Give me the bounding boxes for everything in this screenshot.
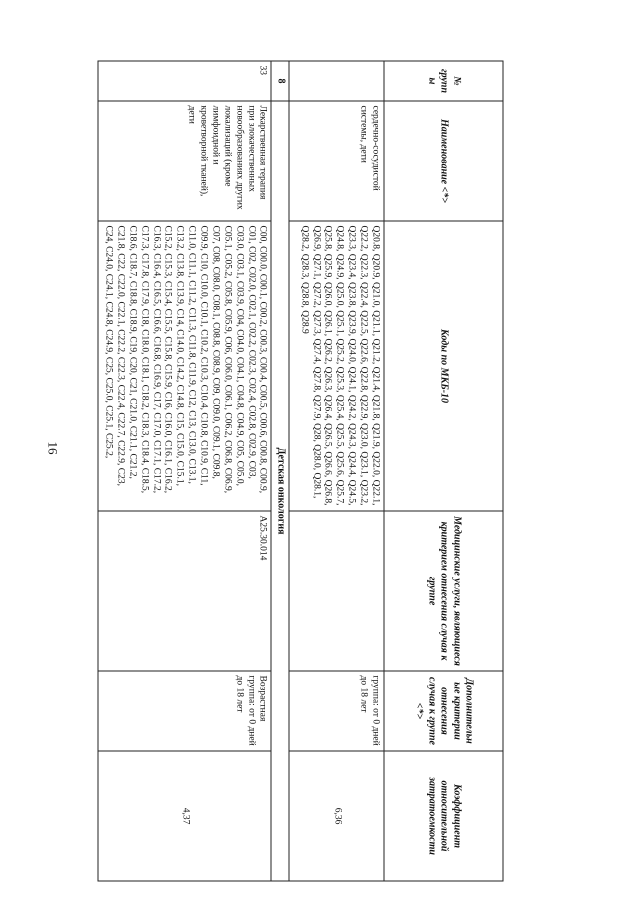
rotated-table-container bbox=[103, 60, 504, 880]
header-group-number: № группы bbox=[384, 61, 503, 101]
section-row bbox=[272, 61, 290, 881]
cell-extra-criteria: Возрастная группа: от 0 дней до 18 лет bbox=[98, 671, 271, 751]
cell-extra-criteria: группа: от 0 дней до 18 лет bbox=[289, 671, 384, 751]
cell-coefficient: 6,36 bbox=[289, 751, 384, 881]
groups-table bbox=[98, 60, 504, 881]
cell-name: Лекарственная терапия при злокачественных новообразованиях других локализаций (кроме лимфоидной и кроветворной тканей), дети bbox=[98, 101, 271, 221]
header-name: Наименование <*> bbox=[384, 101, 503, 221]
header-medical-services: Медицинские услуги, являющиеся критерием отнесения случая к группе bbox=[384, 511, 503, 671]
cell-group-number: 33 bbox=[98, 61, 271, 101]
cell-medical-services: A25.30.014 bbox=[98, 511, 271, 671]
section-title: Детская онкология bbox=[272, 101, 290, 881]
section-number: 8 bbox=[272, 61, 290, 101]
header-extra-criteria: Дополнительные критерии отнесения случая к группе <*> bbox=[384, 671, 503, 751]
cell-name: сердечно-сосудистой системы, дети bbox=[289, 101, 384, 221]
cell-icd-codes: C00, C00.0, C00.1, C00.2, C00.3, C00.4, C00.5, C00.6, C00.8, C00.9, C01, C02, C02.0, C02.1, C02.2, C02.3, C02.4, C02.8, C02.9, C03, C03.0, C03.1, C03.9, C04, C04.0, C04.1, C04.8, C04.9, C05, C05.0, C05.1, C05.2, C05.8, C05.9, C06, C06.0, C06.1, C06.2, C06.8, C06.9, C07, C08, C08.0, C08.1, C08.8, C08.9, C09, C09.0, C09.1, C09.8, C09.9, C10, C10.0, C10.1, C10.2, C10.3, C10.4, C10.8, C10.9, C11, C11.0, C11.1, C11.2, C11.3, C11.8, C11.9, C12, C13, C13.0, C13.1, C13.2, C13.8, C13.9, C14, C14.0, C14.2, C14.8, C15, C15.0, C15.1, C15.2, C15.3, C15.4, C15.5, C15.8, C15.9, C16, C16.0, C16.1, C16.2, C16.3, C16.4, C16.5, C16.6, C16.8, C16.9, C17, C17.0, C17.1, C17.2, C17.3, C17.8, C17.9, C18, C18.0, C18.1, C18.2, C18.3, C18.4, C18.5, C18.6, C18.7, C18.8, C18.9, C19, C20, C21, C21.0, C21.1, C21.2, C21.8, C22, C22.0, C22.1, C22.2, C22.3, C22.4, C22.7, C22.9, C23, C24, C24.0, C24.1, C24.8, C24.9, C25, C25.0, C25.1, C25.2, bbox=[98, 221, 271, 511]
cell-group-number bbox=[289, 61, 384, 101]
cell-coefficient: 4,37 bbox=[98, 751, 271, 881]
page-number: 16 bbox=[45, 441, 61, 455]
header-row bbox=[384, 61, 503, 881]
cell-medical-services bbox=[289, 511, 384, 671]
table-row bbox=[289, 61, 384, 881]
table-row bbox=[98, 61, 271, 881]
header-icd-codes: Коды по МКБ-10 bbox=[384, 221, 503, 511]
header-coefficient: Коэффициент относительной затратоемкости bbox=[384, 751, 503, 881]
cell-icd-codes: Q20.8, Q20.9, Q21.0, Q21.1, Q21.2, Q21.4, Q21.8, Q21.9, Q22.0, Q22.1, Q22.2, Q22.3, Q22.4, Q22.5, Q22.6, Q22.8, Q22.9, Q23.0, Q23.1, Q23.2, Q23.3, Q23.4, Q23.8, Q23.9, Q24.0, Q24.1, Q24.2, Q24.3, Q24.4, Q24.5, Q24.8, Q24.9, Q25.0, Q25.1, Q25.2, Q25.3, Q25.4, Q25.5, Q25.6, Q25.7, Q25.8, Q25.9, Q26.0, Q26.1, Q26.2, Q26.3, Q26.4, Q26.5, Q26.6, Q26.8, Q26.9, Q27.1, Q27.2, Q27.3, Q27.4, Q27.8, Q27.9, Q28, Q28.0, Q28.1, Q28.2, Q28.3, Q28.8, Q28.9 bbox=[289, 221, 384, 511]
